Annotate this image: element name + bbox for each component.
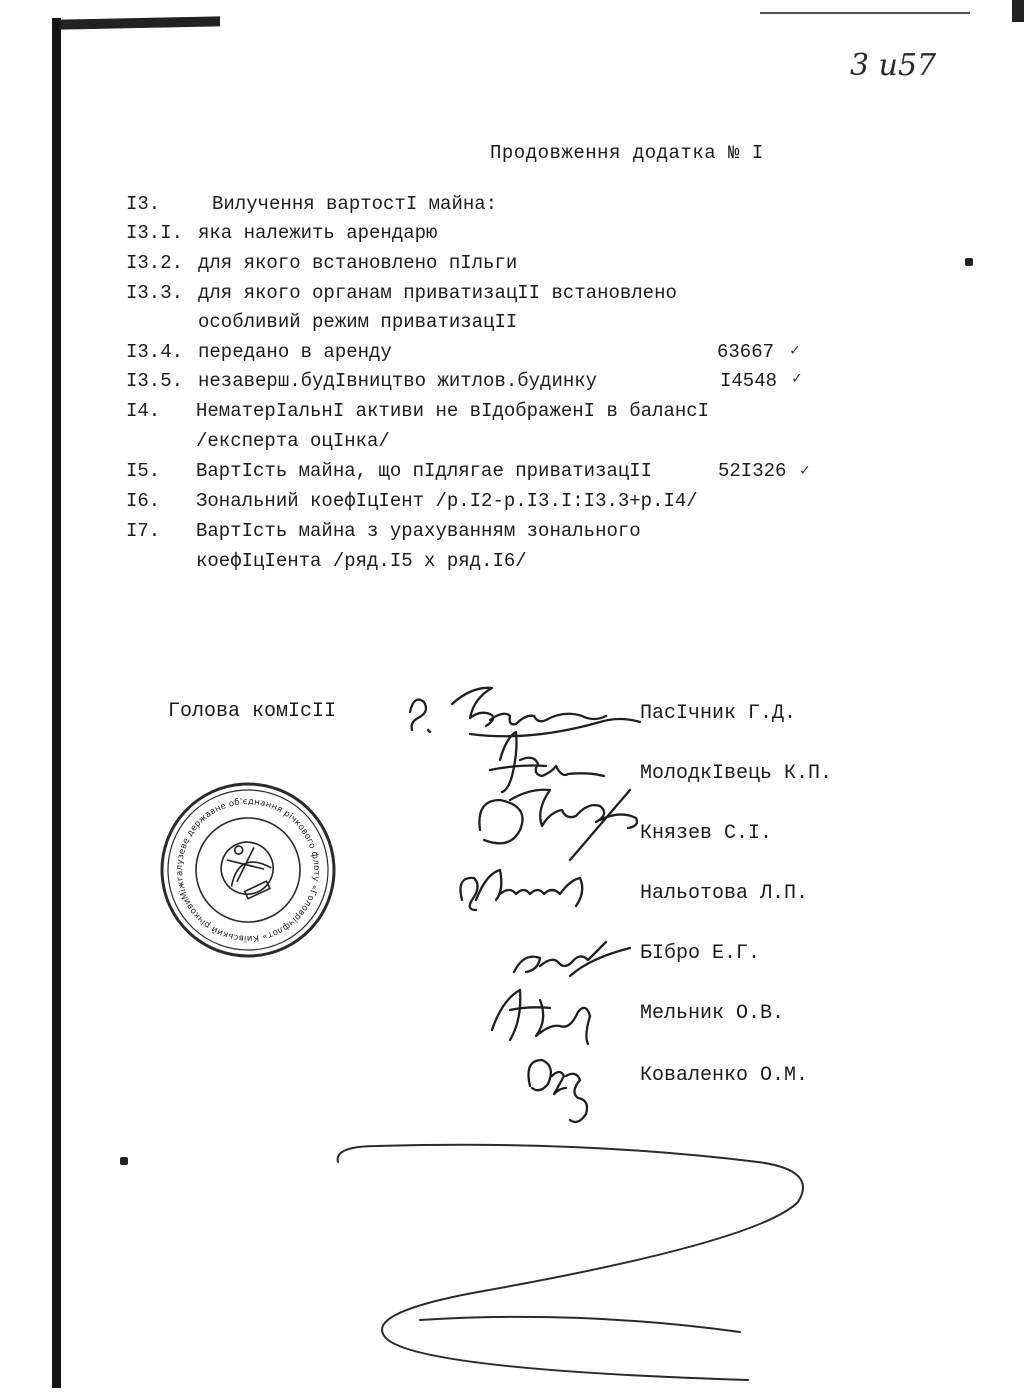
signatory-name: Коваленко О.М.	[640, 1064, 809, 1087]
item-number: I3.3.	[126, 282, 184, 304]
item-number: I5.	[126, 460, 161, 482]
signatory-name: МолодкIвець К.П.	[640, 762, 833, 785]
signature-melnyk	[492, 990, 590, 1044]
chairman-label: Голова комIсII	[168, 700, 337, 723]
item-number: I7.	[126, 520, 161, 542]
item-value: I4548	[720, 370, 778, 392]
item-number: I3.5.	[126, 370, 184, 392]
item-text: особливий режим приватизацII	[198, 311, 518, 333]
item-text: для якого органам приватизацII встановлено	[198, 282, 677, 304]
emblem-icon	[213, 834, 283, 905]
item-text: Вилучення вартостI майна:	[212, 193, 498, 215]
official-stamp	[0, 39, 362, 1055]
signature-kniazev	[479, 790, 637, 860]
item-number: I3.2.	[126, 252, 184, 274]
signature-nalotova	[461, 870, 583, 910]
checkmark-icon: ✓	[792, 370, 802, 388]
signatory-name: ПасIчник Г.Д.	[640, 702, 797, 725]
signature-pasichnyk	[410, 688, 640, 736]
item-value: 52I326	[718, 460, 787, 482]
signatory-name: Мельник О.В.	[640, 1002, 785, 1025]
signatory-name: БIбро Е.Г.	[640, 942, 761, 965]
item-number: I3.	[126, 193, 161, 215]
item-number: I3.I.	[126, 222, 184, 244]
item-number: I4.	[126, 400, 161, 422]
signature-molodkivets	[490, 732, 604, 792]
svg-text:Міжгалузеве державне об'єднанн	[0, 44, 345, 1042]
signatory-name: Нальотова Л.П.	[640, 882, 809, 905]
item-text: передано в аренду	[198, 341, 392, 363]
item-text: яка належить арендарю	[198, 222, 438, 244]
checkmark-icon: ✓	[800, 462, 810, 480]
item-text: незаверш.будIвництво житлов.будинку	[198, 370, 598, 392]
page-number: 3 и57	[850, 48, 937, 83]
checkmark-icon: ✓	[790, 342, 800, 360]
item-text: НематерIальнI активи не вIдображенI в балансI	[196, 400, 710, 422]
signature-kovalenko	[529, 1060, 588, 1122]
item-number: I6.	[126, 490, 161, 512]
cancellation-scribble	[338, 1145, 803, 1380]
item-text: коефIцIента /ряд.I5 х ряд.I6/	[196, 550, 527, 572]
item-text: для якого встановлено пIльги	[198, 252, 518, 274]
item-text: /експерта оцIнка/	[196, 430, 390, 452]
signature-bibro	[514, 942, 630, 976]
item-text: Зональний коефIцIент /р.I2-р.I3.I:I3.3+р.I4/	[196, 490, 698, 512]
item-text: ВартIсть майна з урахуванням зонального	[196, 520, 641, 542]
signatory-name: Князев С.I.	[640, 822, 773, 845]
item-number: I3.4.	[126, 341, 184, 363]
stamp-text: Міжгалузеве державне об'єднання річкового флоту «Головрічфлот» Київський річковий	[174, 796, 322, 944]
item-value: 63667	[717, 341, 775, 363]
appendix-header: Продовження додатка № I	[490, 142, 764, 164]
item-text: ВартIсть майна, що пIдлягае приватизацII	[196, 460, 653, 482]
